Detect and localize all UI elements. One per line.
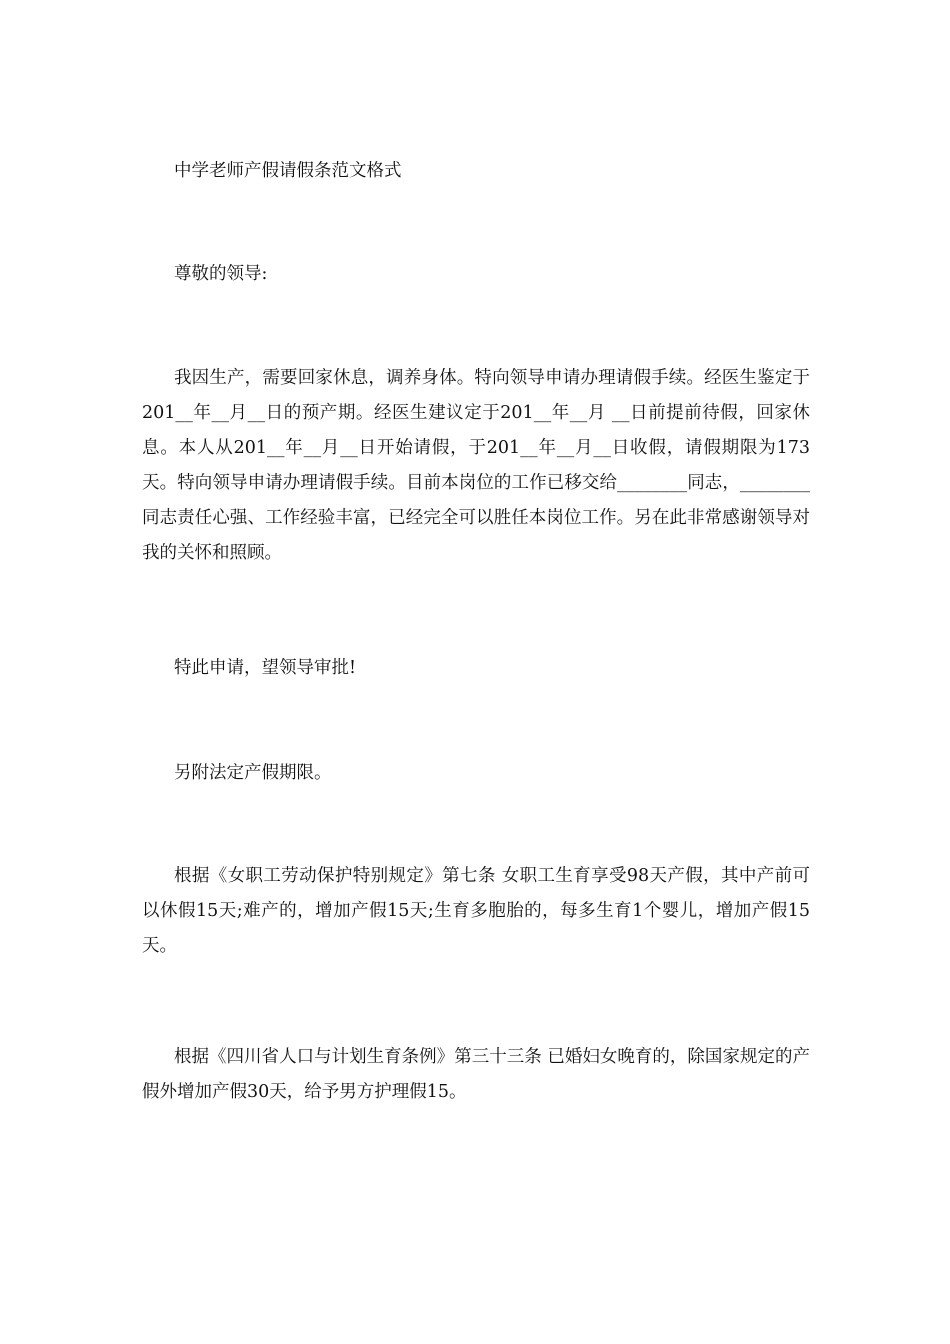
greeting: 尊敬的领导: [174, 264, 268, 284]
closing-line: 特此申请，望领导审批! [174, 658, 357, 678]
body-paragraph: 我因生产，需要回家休息，调养身体。特向领导申请办理请假手续。经医生鉴定于201__年__月__日的预产期。经医生建议定于201__年__月 __日前提前待假，回家休息。本人从201__年__月__日开始请假，于201__年__月__日收假，请假期限为173天。特向领导申请办理请假手续。目前本岗位的工作已移交给________同志，________同志责任心强、工作经验丰富，已经完全可以胜任本岗位工作。另在此非常感谢领导对我的关怀和照顾。 [142, 368, 810, 563]
document-title: 中学老师产假请假条范文格式 [174, 161, 402, 181]
attachment-note: 另附法定产假期限。 [174, 763, 332, 783]
law-paragraph-1: 根据《女职工劳动保护特别规定》第七条 女职工生育享受98天产假，其中产前可以休假15天;难产的，增加产假15天;生育多胞胎的，每多生育1个婴儿，增加产假15天。 [142, 866, 810, 956]
law-paragraph-2: 根据《四川省人口与计划生育条例》第三十三条 已婚妇女晚育的，除国家规定的产假外增加产假30天，给予男方护理假15。 [142, 1047, 810, 1102]
